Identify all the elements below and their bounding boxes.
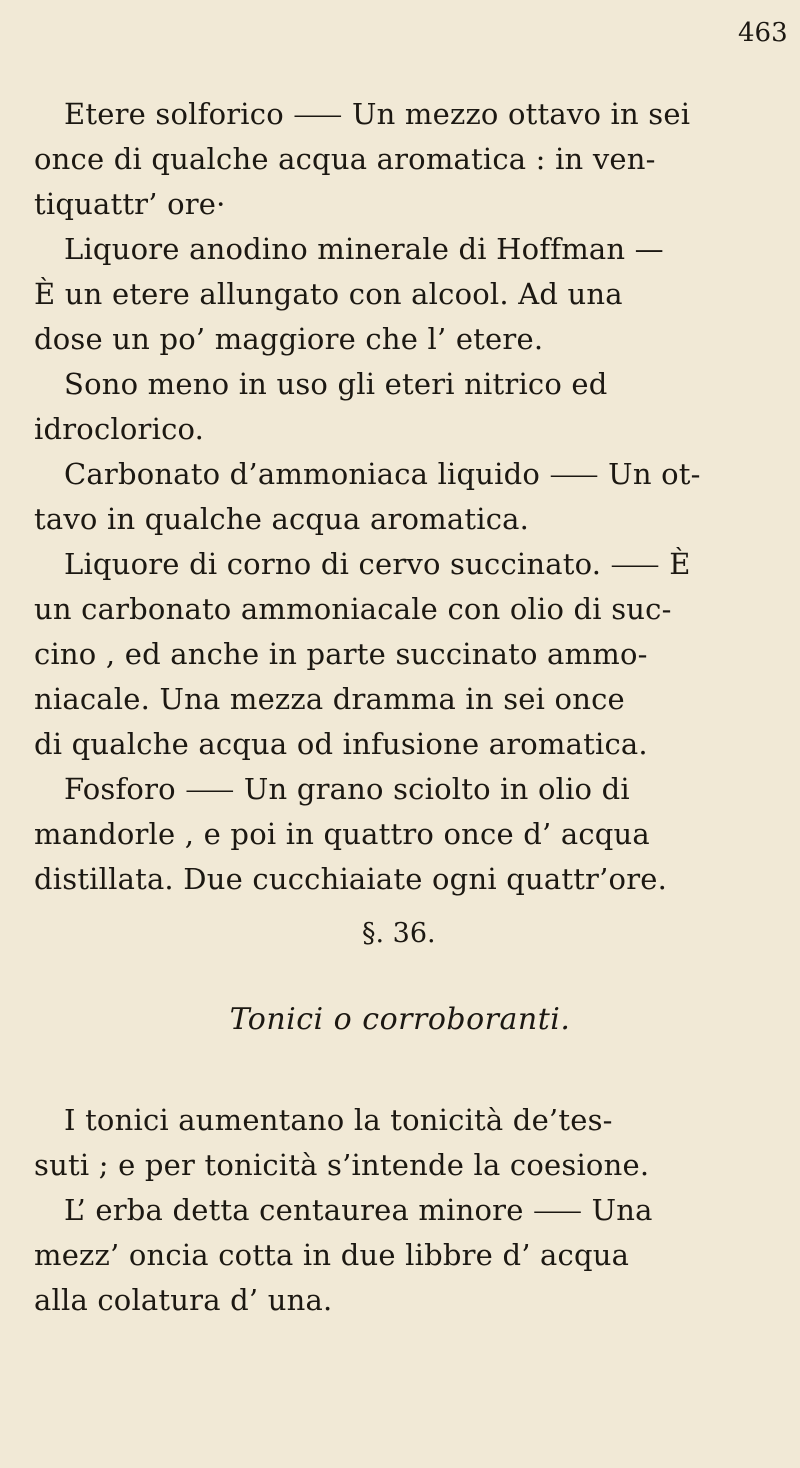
section-number: §. 36. [362, 918, 436, 949]
text-line: dose un po’ maggiore che l’ etere. [34, 322, 544, 356]
text-line: un carbonato ammoniacale con olio di suc- [34, 592, 672, 626]
text-line: Liquore di corno di cervo succinato. ⸺ È [64, 547, 691, 581]
page-number: 463 [738, 18, 788, 48]
section-title: Tonici o corroboranti. [229, 1002, 571, 1037]
text-line: I tonici aumentano la tonicità de’tes- [64, 1103, 613, 1137]
text-line: È un etere allungato con alcool. Ad una [34, 277, 623, 311]
text-line: Sono meno in uso gli eteri nitrico ed [64, 367, 608, 401]
text-line: idroclorico. [34, 412, 205, 446]
text-line: Carbonato d’ammoniaca liquido ⸺ Un ot- [64, 457, 701, 491]
text-line: distillata. Due cucchiaiate ogni quattr’ore. [34, 862, 668, 896]
text-line: suti ; e per tonicità s’intende la coesione. [34, 1148, 650, 1182]
text-line: niacale. Una mezza dramma in sei once [34, 682, 625, 716]
text-line: di qualche acqua od infusione aromatica. [34, 727, 648, 761]
text-line: Etere solforico ⸺ Un mezzo ottavo in sei [64, 97, 691, 131]
text-line: L’ erba detta centaurea minore ⸺ Una [64, 1193, 653, 1227]
text-line: Fosforo ⸺ Un grano sciolto in olio di [64, 772, 630, 806]
text-line: once di qualche acqua aromatica : in ven- [34, 142, 656, 176]
text-line: alla colatura d’ una. [34, 1283, 333, 1317]
text-line: mandorle , e poi in quattro once d’ acqua [34, 817, 650, 851]
text-line: mezz’ oncia cotta in due libbre d’ acqua [34, 1238, 630, 1272]
text-line: tiquattr’ ore· [34, 187, 226, 221]
text-line: Liquore anodino minerale di Hoffman — [64, 232, 664, 266]
text-line: tavo in qualche acqua aromatica. [34, 502, 530, 536]
text-line: cino , ed anche in parte succinato ammo- [34, 637, 648, 671]
